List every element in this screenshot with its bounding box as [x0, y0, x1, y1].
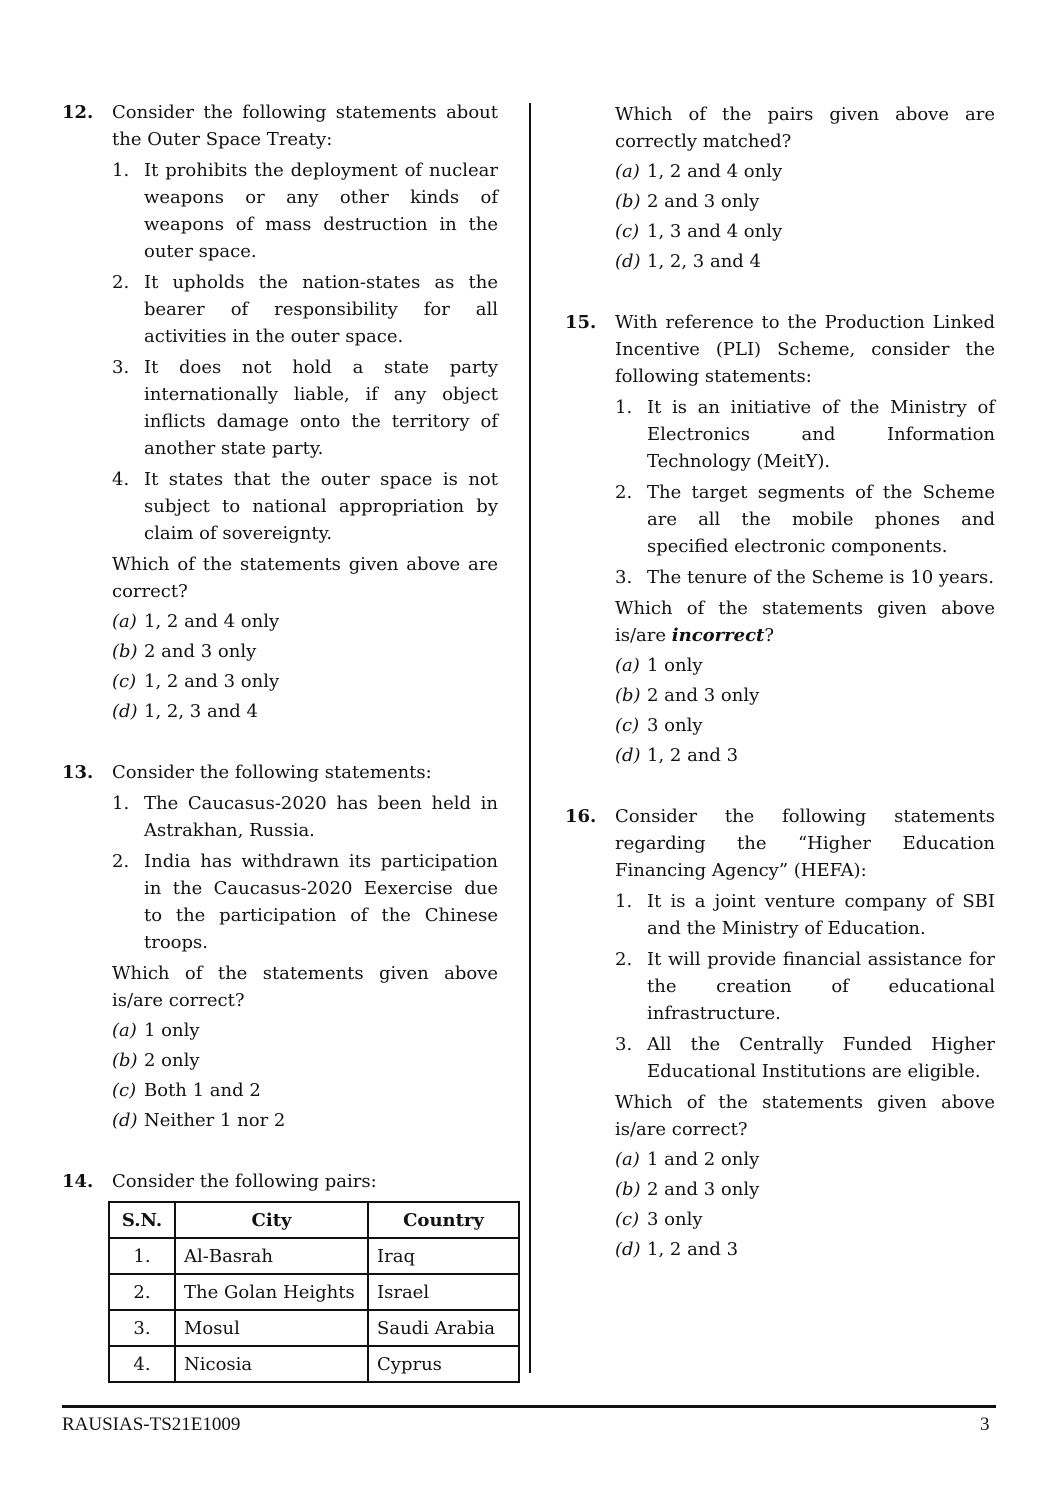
option-a[interactable] — [615, 158, 995, 185]
statement-item — [615, 1031, 995, 1085]
option-d[interactable] — [615, 1236, 995, 1263]
option-list — [615, 1146, 995, 1263]
statement-list — [615, 888, 995, 1085]
statement-text: It is a joint venture company of SBI and the Ministry of Education. — [647, 891, 995, 939]
statement-item — [112, 269, 498, 350]
table-row — [109, 1274, 519, 1310]
statement-item — [112, 848, 498, 956]
statement-list — [112, 790, 498, 956]
option-c[interactable] — [615, 218, 995, 245]
table-cell: 3. — [109, 1310, 175, 1346]
table-cell: Israel — [368, 1274, 519, 1310]
statement-number: 4. — [112, 469, 130, 490]
statement-number: 3. — [112, 357, 130, 378]
option-label: (a) — [112, 611, 137, 632]
statement-text: It states that the outer space is not subject to national appropriation by claim of sovereignty. — [144, 469, 498, 544]
option-a[interactable] — [112, 1017, 498, 1044]
option-label: (b) — [615, 191, 641, 212]
option-label: (a) — [112, 1020, 137, 1041]
table-cell: Mosul — [175, 1310, 368, 1346]
table-header-row — [109, 1202, 519, 1238]
question-stem: Consider the following statements regarding the “Higher Education Financing Agency” (HEFA): — [615, 806, 995, 881]
statement-text: It prohibits the deployment of nuclear weapons or any other kinds of weapons of mass destruction in the outer space. — [144, 160, 498, 262]
statement-text: It does not hold a state party internationally liable, if any object inflicts damage onto the territory of another state party. — [144, 357, 498, 459]
option-label: (a) — [615, 161, 640, 182]
table-row — [109, 1310, 519, 1346]
table-cell: Saudi Arabia — [368, 1310, 519, 1346]
option-label: (b) — [112, 641, 138, 662]
question-ask-suffix: ? — [764, 625, 775, 646]
option-text: 1, 2 and 4 only — [647, 161, 783, 182]
table-row — [109, 1238, 519, 1274]
option-a[interactable] — [615, 652, 995, 679]
question-ask-prefix: Which of the statements given above is/are — [615, 598, 995, 646]
statement-number: 3. — [615, 567, 633, 588]
option-text: 1 and 2 only — [647, 1149, 760, 1170]
option-label: (d) — [615, 1239, 641, 1260]
option-list — [615, 652, 995, 769]
option-label: (c) — [615, 715, 640, 736]
statement-number: 1. — [112, 160, 130, 181]
option-b[interactable] — [615, 682, 995, 709]
option-c[interactable] — [615, 1206, 995, 1233]
option-b[interactable] — [615, 1176, 995, 1203]
statement-text: All the Centrally Funded Higher Educational Institutions are eligible. — [647, 1034, 995, 1082]
option-c[interactable] — [615, 712, 995, 739]
column-header-country: Country — [368, 1202, 519, 1238]
question-15 — [565, 309, 995, 769]
right-column — [565, 99, 995, 1266]
option-text: 3 only — [647, 1209, 703, 1230]
option-label: (d) — [615, 745, 641, 766]
option-text: 1, 2 and 4 only — [144, 611, 280, 632]
option-label: (b) — [615, 685, 641, 706]
option-text: 1, 2 and 3 — [647, 745, 739, 766]
option-text: 2 and 3 only — [647, 1179, 760, 1200]
option-label: (a) — [615, 655, 640, 676]
option-text: 1 only — [647, 655, 703, 676]
table-row — [109, 1346, 519, 1382]
question-stem: Consider the following statements about the Outer Space Treaty: — [112, 102, 498, 150]
question-16 — [565, 803, 995, 1263]
option-b[interactable] — [112, 1047, 498, 1074]
statement-item — [615, 888, 995, 942]
statement-item — [112, 157, 498, 265]
option-text: Both 1 and 2 — [144, 1080, 261, 1101]
option-label: (d) — [615, 251, 641, 272]
footer-code: RAUSIAS-TS21E1009 — [62, 1414, 241, 1435]
option-c[interactable] — [112, 668, 498, 695]
table-cell: 2. — [109, 1274, 175, 1310]
page-number: 3 — [980, 1414, 990, 1435]
option-text: 2 and 3 only — [647, 191, 760, 212]
statement-text: It upholds the nation-states as the bearer of responsibility for all activities in the outer space. — [144, 272, 498, 347]
statement-number: 3. — [615, 1034, 633, 1055]
question-14-continued — [565, 101, 995, 275]
statement-number: 1. — [615, 397, 633, 418]
statement-number: 2. — [112, 272, 130, 293]
statement-number: 1. — [615, 891, 633, 912]
option-label: (b) — [615, 1179, 641, 1200]
option-label: (d) — [112, 701, 138, 722]
option-c[interactable] — [112, 1077, 498, 1104]
statement-item — [112, 466, 498, 547]
statement-item — [615, 946, 995, 1027]
statement-item — [615, 479, 995, 560]
statement-text: It will provide financial assistance for the creation of educational infrastructure. — [647, 949, 995, 1024]
option-d[interactable] — [615, 248, 995, 275]
option-list — [112, 1017, 498, 1134]
question-14 — [62, 1168, 498, 1383]
pairs-table — [108, 1201, 520, 1383]
statement-text: The target segments of the Scheme are all the mobile phones and specified electronic components. — [647, 482, 995, 557]
option-label: (d) — [112, 1110, 138, 1131]
statement-text: India has withdrawn its participation in the Caucasus-2020 Eexercise due to the participation of the Chinese troops. — [144, 851, 498, 953]
statement-text: The tenure of the Scheme is 10 years. — [647, 567, 995, 588]
question-number: 13. — [62, 762, 94, 783]
question-stem: Consider the following statements: — [112, 762, 432, 783]
left-column — [62, 99, 498, 1383]
option-label: (c) — [615, 1209, 640, 1230]
statement-item — [615, 564, 995, 591]
option-d[interactable] — [112, 698, 498, 725]
column-header-sn: S.N. — [109, 1202, 175, 1238]
option-label: (c) — [112, 671, 137, 692]
option-text: Neither 1 nor 2 — [144, 1110, 286, 1131]
statement-item — [112, 790, 498, 844]
option-text: 2 and 3 only — [647, 685, 760, 706]
statement-item — [615, 394, 995, 475]
footer-rule — [62, 1405, 996, 1408]
question-number: 14. — [62, 1171, 94, 1192]
option-label: (a) — [615, 1149, 640, 1170]
question-ask — [615, 595, 995, 649]
column-header-city: City — [175, 1202, 368, 1238]
option-text: 2 only — [144, 1050, 200, 1071]
option-label: (c) — [615, 221, 640, 242]
option-text: 1, 2 and 3 — [647, 1239, 739, 1260]
option-text: 3 only — [647, 715, 703, 736]
option-b[interactable] — [112, 638, 498, 665]
column-divider — [529, 103, 531, 1373]
statement-number: 2. — [112, 851, 130, 872]
table-cell: Nicosia — [175, 1346, 368, 1382]
table-cell: Cyprus — [368, 1346, 519, 1382]
table-cell: The Golan Heights — [175, 1274, 368, 1310]
option-b[interactable] — [615, 188, 995, 215]
option-a[interactable] — [112, 608, 498, 635]
table-cell: Al-Basrah — [175, 1238, 368, 1274]
question-12 — [62, 99, 498, 725]
statement-text: It is an initiative of the Ministry of Electronics and Information Technology (MeitY). — [647, 397, 995, 472]
question-ask: Which of the statements given above is/are correct? — [615, 1092, 995, 1140]
question-number: 16. — [565, 806, 597, 827]
option-text: 1 only — [144, 1020, 200, 1041]
statement-text: The Caucasus-2020 has been held in Astrakhan, Russia. — [144, 793, 498, 841]
option-label: (c) — [112, 1080, 137, 1101]
option-list — [112, 608, 498, 725]
question-ask: Which of the statements given above are correct? — [112, 554, 498, 602]
statement-item — [112, 354, 498, 462]
option-a[interactable] — [615, 1146, 995, 1173]
statement-number: 2. — [615, 949, 633, 970]
question-number: 15. — [565, 312, 597, 333]
option-text: 1, 2, 3 and 4 — [144, 701, 258, 722]
statement-number: 2. — [615, 482, 633, 503]
table-cell: 1. — [109, 1238, 175, 1274]
question-ask: Which of the statements given above is/are correct? — [112, 963, 498, 1011]
option-text: 2 and 3 only — [144, 641, 257, 662]
question-stem: Consider the following pairs: — [112, 1171, 377, 1192]
question-13 — [62, 759, 498, 1134]
question-ask-emphasis: incorrect — [671, 625, 765, 646]
option-label: (b) — [112, 1050, 138, 1071]
question-number: 12. — [62, 102, 94, 123]
option-d[interactable] — [112, 1107, 498, 1134]
question-stem: With reference to the Production Linked Incentive (PLI) Scheme, consider the following statements: — [615, 312, 995, 387]
option-list — [615, 158, 995, 275]
option-d[interactable] — [615, 742, 995, 769]
table-cell: Iraq — [368, 1238, 519, 1274]
table-cell: 4. — [109, 1346, 175, 1382]
option-text: 1, 2, 3 and 4 — [647, 251, 761, 272]
option-text: 1, 2 and 3 only — [144, 671, 280, 692]
statement-list — [615, 394, 995, 591]
option-text: 1, 3 and 4 only — [647, 221, 783, 242]
statement-number: 1. — [112, 793, 130, 814]
statement-list — [112, 157, 498, 547]
question-ask: Which of the pairs given above are correctly matched? — [615, 104, 995, 152]
